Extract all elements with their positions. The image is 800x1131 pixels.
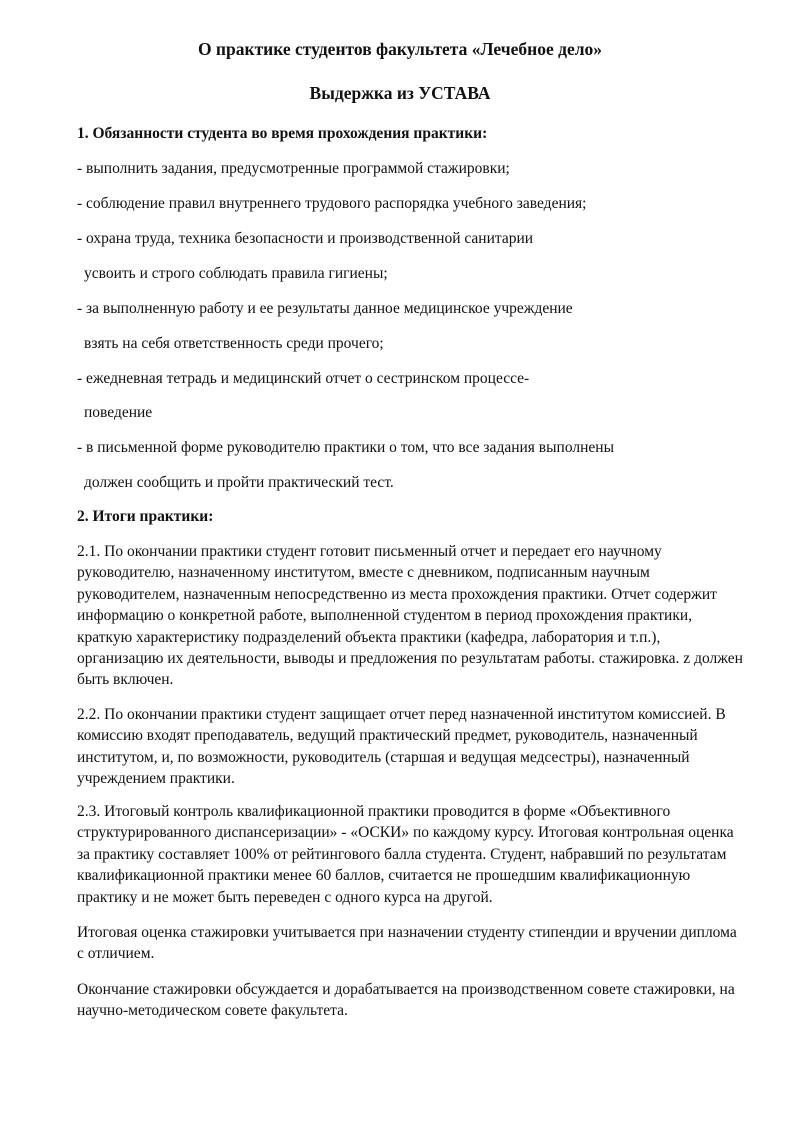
list-item-continuation: усвоить и строго соблюдать правила гигиены; — [84, 265, 388, 282]
section-1-heading: 1. Обязанности студента во время прохождения практики: — [77, 125, 488, 142]
section-2-heading: 2. Итоги практики: — [77, 508, 214, 525]
document-title: О практике студентов факультета «Лечебное дело» — [197, 39, 603, 59]
list-item: - охрана труда, техника безопасности и производственной санитарии — [77, 230, 534, 247]
paragraph-final-grade: Итоговая оценка стажировки учитывается при назначении студенту стипендии и вручении диплома с отличием. — [77, 924, 737, 963]
paragraph-internship-end: Окончание стажировки обсуждается и дорабатывается на производственном совете стажировки, на научно-методическом совете факультета. — [77, 981, 735, 1020]
list-item: - соблюдение правил внутреннего трудового распорядка учебного заведения; — [77, 195, 587, 212]
paragraph-2-1: 2.1. По окончании практики студент готовит письменный отчет и передает его научному руководителю, назначенному институтом, вместе с дневником, подписанным научным руководителем, назначенным непосредственно из места прохождения практики. Отчет содержит информацию о конкретной работе, выполненной студентом в период прохождения практики, краткую характеристику подразделений объекта практики (кафедра, лаборатория и т.п.), организацию их деятельности, выводы и предложения по результатам работы. стажировка. z должен быть включен. — [77, 543, 743, 689]
document-subtitle: Выдержка из УСТАВА — [309, 83, 491, 103]
list-item: - в письменной форме руководителю практики о том, что все задания выполнены — [77, 439, 614, 456]
paragraph-2-3: 2.3. Итоговый контроль квалификационной практики проводится в форме «Объективного структурированного диспансеризации» - «ОСКИ» по каждому курсу. Итоговая контрольная оценка за практику составляет 100% от рейтингового балла студента. Студент, набравший по результатам квалификационной практики менее 60 баллов, считается не прошедшим квалификационную практику и не может быть переведен с одного курса на другой. — [77, 803, 734, 906]
list-item: - ежедневная тетрадь и медицинский отчет о сестринском процессе- — [77, 370, 530, 387]
list-item: - выполнить задания, предусмотренные программой стажировки; — [77, 160, 510, 177]
list-item-continuation: должен сообщить и пройти практический тест. — [84, 474, 394, 491]
list-item-continuation: поведение — [84, 404, 153, 421]
list-item-continuation: взять на себя ответственность среди прочего; — [84, 335, 384, 352]
list-item: - за выполненную работу и ее результаты данное медицинское учреждение — [77, 300, 573, 317]
paragraph-2-2: 2.2. По окончании практики студент защищает отчет перед назначенной институтом комиссией. В комиссию входят преподаватель, ведущий практический предмет, руководитель, назначенный институтом, и, по возможности, руководитель (старшая и ведущая медсестры), назначенный учреждением практики. — [77, 706, 726, 788]
